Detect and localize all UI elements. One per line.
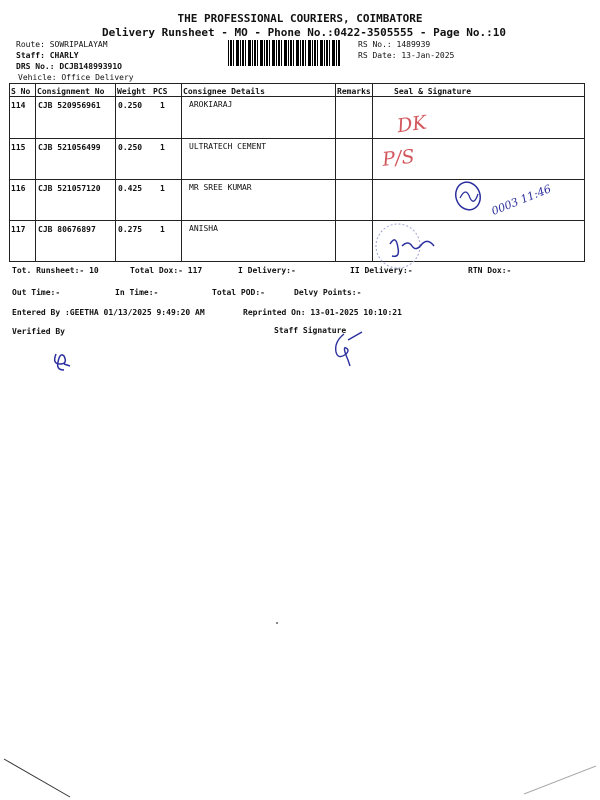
row-sno: 117: [11, 225, 26, 234]
col-header-remarks: Remarks: [337, 87, 371, 96]
handwritten-signature-row3: [450, 178, 560, 228]
rs-date: RS Date: 13-Jan-2025: [358, 51, 455, 60]
scan-dot: [276, 622, 278, 624]
col-header-pcs: PCS: [153, 87, 168, 96]
col-header-consignee: Consignee Details: [183, 87, 265, 96]
row-weight: 0.425: [118, 184, 143, 193]
handwritten-dk-text: DK: [395, 111, 428, 138]
col-header-seal: Seal & Signature: [394, 87, 472, 96]
row-consignee: ULTRATECH CEMENT: [189, 142, 267, 151]
scan-corner-line: [520, 762, 600, 798]
total-dox: Total Dox:- 117: [130, 266, 203, 275]
company-title: THE PROFESSIONAL COURIERS, COIMBATORE: [177, 12, 423, 25]
barcode: [228, 40, 340, 66]
rtn-dox: RTN Dox:-: [468, 266, 512, 275]
i-delivery: I Delivery:-: [238, 266, 296, 275]
row-sno: 116: [11, 184, 26, 193]
rs-no: RS No.: 1489939: [358, 40, 431, 49]
handwritten-time-note: 0003 11:46: [489, 182, 554, 218]
row-consignment: CJB 520956961: [38, 101, 101, 110]
verified-by: Verified By: [12, 327, 65, 336]
staff-signature-label: Staff Signature: [274, 326, 347, 335]
total-pod: Total POD:-: [212, 288, 265, 297]
row-pcs: 1: [160, 101, 165, 110]
row-weight: 0.250: [118, 101, 143, 110]
drs-label: DRS No.: DCJB14899391O: [16, 62, 122, 71]
staff-signature: [328, 330, 368, 366]
handwritten-ps-mark: [380, 140, 440, 172]
vehicle-label: Vehicle: Office Delivery: [18, 73, 134, 82]
verified-signature: [48, 350, 78, 374]
row-pcs: 1: [160, 225, 165, 234]
row-pcs: 1: [160, 143, 165, 152]
scan-edge-line: [0, 755, 80, 800]
delvy-points: Delvy Points:-: [294, 288, 362, 297]
col-header-consignment: Consignment No: [37, 87, 105, 96]
row-consignee: AROKIARAJ: [189, 100, 233, 109]
row-consignment: CJB 521056499: [38, 143, 101, 152]
row-consignment: CJB 80676897: [38, 225, 96, 234]
route-label: Route: SOWRIPALAYAM: [16, 40, 108, 49]
handwritten-ps-text: P/S: [381, 145, 416, 171]
ii-delivery: II Delivery:-: [350, 266, 413, 275]
row-weight: 0.275: [118, 225, 143, 234]
in-time: In Time:-: [115, 288, 159, 297]
col-header-sno: S No: [11, 87, 31, 96]
row-consignee: MR SREE KUMAR: [189, 183, 252, 192]
out-time: Out Time:-: [12, 288, 61, 297]
row-sno: 115: [11, 143, 26, 152]
row-sno: 114: [11, 101, 26, 110]
staff-label: Staff: CHARLY: [16, 51, 79, 60]
reprinted-on: Reprinted On: 13-01-2025 10:10:21: [243, 308, 402, 317]
row-pcs: 1: [160, 184, 165, 193]
col-header-weight: Weight: [117, 87, 146, 96]
stamp-signature-row4: [372, 222, 452, 268]
runsheet-subtitle: Delivery Runsheet - MO - Phone No.:0422-3505555 - Page No.:10: [102, 26, 506, 39]
row-consignee: ANISHA: [189, 224, 218, 233]
row-weight: 0.250: [118, 143, 143, 152]
entered-by: Entered By :GEETHA 01/13/2025 9:49:20 AM: [12, 308, 205, 317]
row-consignment: CJB 521057120: [38, 184, 101, 193]
handwritten-dk-mark: [395, 108, 455, 138]
tot-runsheet: Tot. Runsheet:- 10: [12, 266, 99, 275]
